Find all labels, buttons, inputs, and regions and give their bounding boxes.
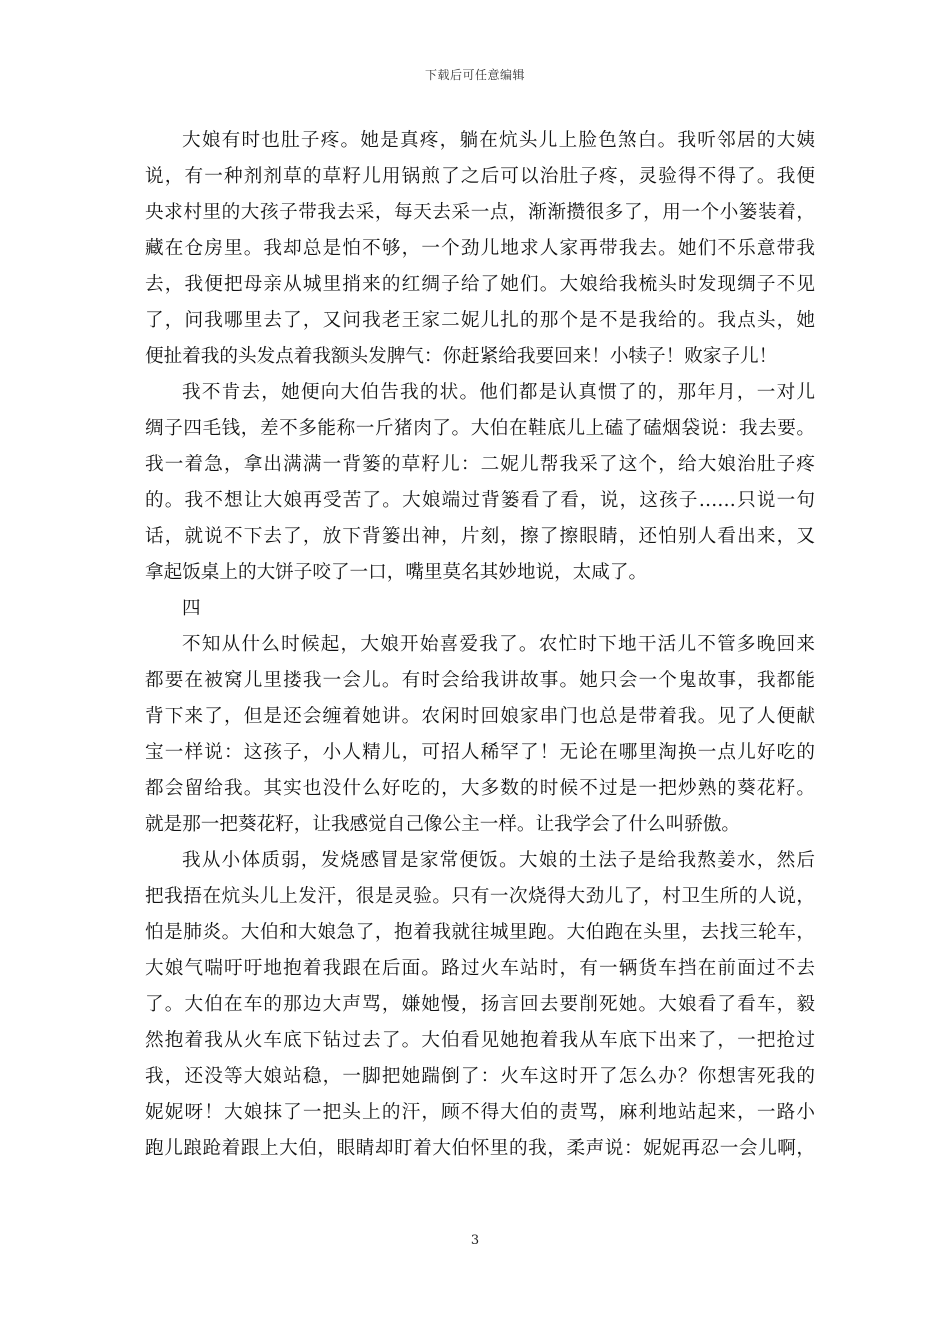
page-header: 下载后可任意编辑: [424, 68, 525, 82]
text-line: 话，就说不下去了，放下背篓出神，片刻，擦了擦眼睛，还怕别人看出来，又: [145, 526, 815, 547]
text-line: 都要在被窝儿里搂我一会儿。有时会给我讲故事。她只会一个鬼故事，我都能: [145, 670, 815, 691]
text-line: 的。我不想让大娘再受苦了。大娘端过背篓看了看，说，这孩子……只说一句: [145, 490, 815, 511]
text-line: 都会留给我。其实也没什么好吃的，大多数的时候不过是一把炒熟的葵花籽。: [145, 778, 815, 799]
text-line: 把我捂在炕头儿上发汗，很是灵验。只有一次烧得大劲儿了，村卫生所的人说，: [145, 886, 815, 907]
text-line: 大娘有时也肚子疼。她是真疼，躺在炕头儿上脸色煞白。我听邻居的大姨: [182, 130, 815, 151]
text-line: 跑儿踉跄着跟上大伯，眼睛却盯着大伯怀里的我，柔声说：妮妮再忍一会儿啊，: [145, 1138, 815, 1159]
text-line: 说，有一种剂剂草的草籽儿用锅煎了之后可以治肚子疼，灵验得不得了。我便: [145, 166, 815, 187]
page-number: 3: [470, 1233, 480, 1248]
text-line: 藏在仓房里。我却总是怕不够，一个劲儿地求人家再带我去。她们不乐意带我: [145, 238, 815, 259]
section-heading: 四: [182, 598, 201, 619]
text-line: 拿起饭桌上的大饼子咬了一口，嘴里莫名其妙地说，太咸了。: [145, 562, 648, 583]
text-line: 怕是肺炎。大伯和大娘急了，抱着我就往城里跑。大伯跑在头里，去找三轮车，: [145, 922, 815, 943]
text-line: 然抱着我从火车底下钻过去了。大伯看见她抱着我从车底下出来了，一把抢过: [145, 1030, 815, 1051]
text-line: 便扯着我的头发点着我额头发脾气：你赶紧给我要回来！小犊子！败家子儿！: [145, 346, 778, 367]
text-line: 我从小体质弱，发烧感冒是家常便饭。大娘的土法子是给我熬姜水，然后: [182, 850, 815, 871]
text-line: 不知从什么时候起，大娘开始喜爱我了。农忙时下地干活儿不管多晚回来: [182, 634, 815, 655]
text-line: 就是那一把葵花籽，让我感觉自己像公主一样。让我学会了什么叫骄傲。: [145, 814, 741, 835]
text-line: 去，我便把母亲从城里捎来的红绸子给了她们。大娘给我梳头时发现绸子不见: [145, 274, 815, 295]
text-line: 了，问我哪里去了，又问我老王家二妮儿扎的那个是不是我给的。我点头，她: [145, 310, 815, 331]
document-body: [145, 123, 815, 1167]
text-line: 宝一样说：这孩子，小人精儿，可招人稀罕了！无论在哪里淘换一点儿好吃的: [145, 742, 815, 763]
text-line: 了。大伯在车的那边大声骂，嫌她慢，扬言回去要削死她。大娘看了看车，毅: [145, 994, 815, 1015]
text-line: 背下来了，但是还会缠着她讲。农闲时回娘家串门也总是带着我。见了人便献: [145, 706, 815, 727]
text-line: 央求村里的大孩子带我去采，每天去采一点，渐渐攒很多了，用一个小篓装着，: [145, 202, 815, 223]
text-line: 绸子四毛钱，差不多能称一斤猪肉了。大伯在鞋底儿上磕了磕烟袋说：我去要。: [145, 418, 815, 439]
text-line: 大娘气喘吁吁地抱着我跟在后面。路过火车站时，有一辆货车挡在前面过不去: [145, 958, 815, 979]
text-line: 我一着急，拿出满满一背篓的草籽儿：二妮儿帮我采了这个，给大娘治肚子疼: [145, 454, 815, 475]
text-line: 妮妮呀！大娘抹了一把头上的汗，顾不得大伯的责骂，麻利地站起来，一路小: [145, 1102, 815, 1123]
text-line: 我，还没等大娘站稳，一脚把她踹倒了：火车这时开了怎么办？你想害死我的: [145, 1066, 815, 1087]
text-line: 我不肯去，她便向大伯告我的状。他们都是认真惯了的，那年月，一对儿: [182, 382, 815, 403]
